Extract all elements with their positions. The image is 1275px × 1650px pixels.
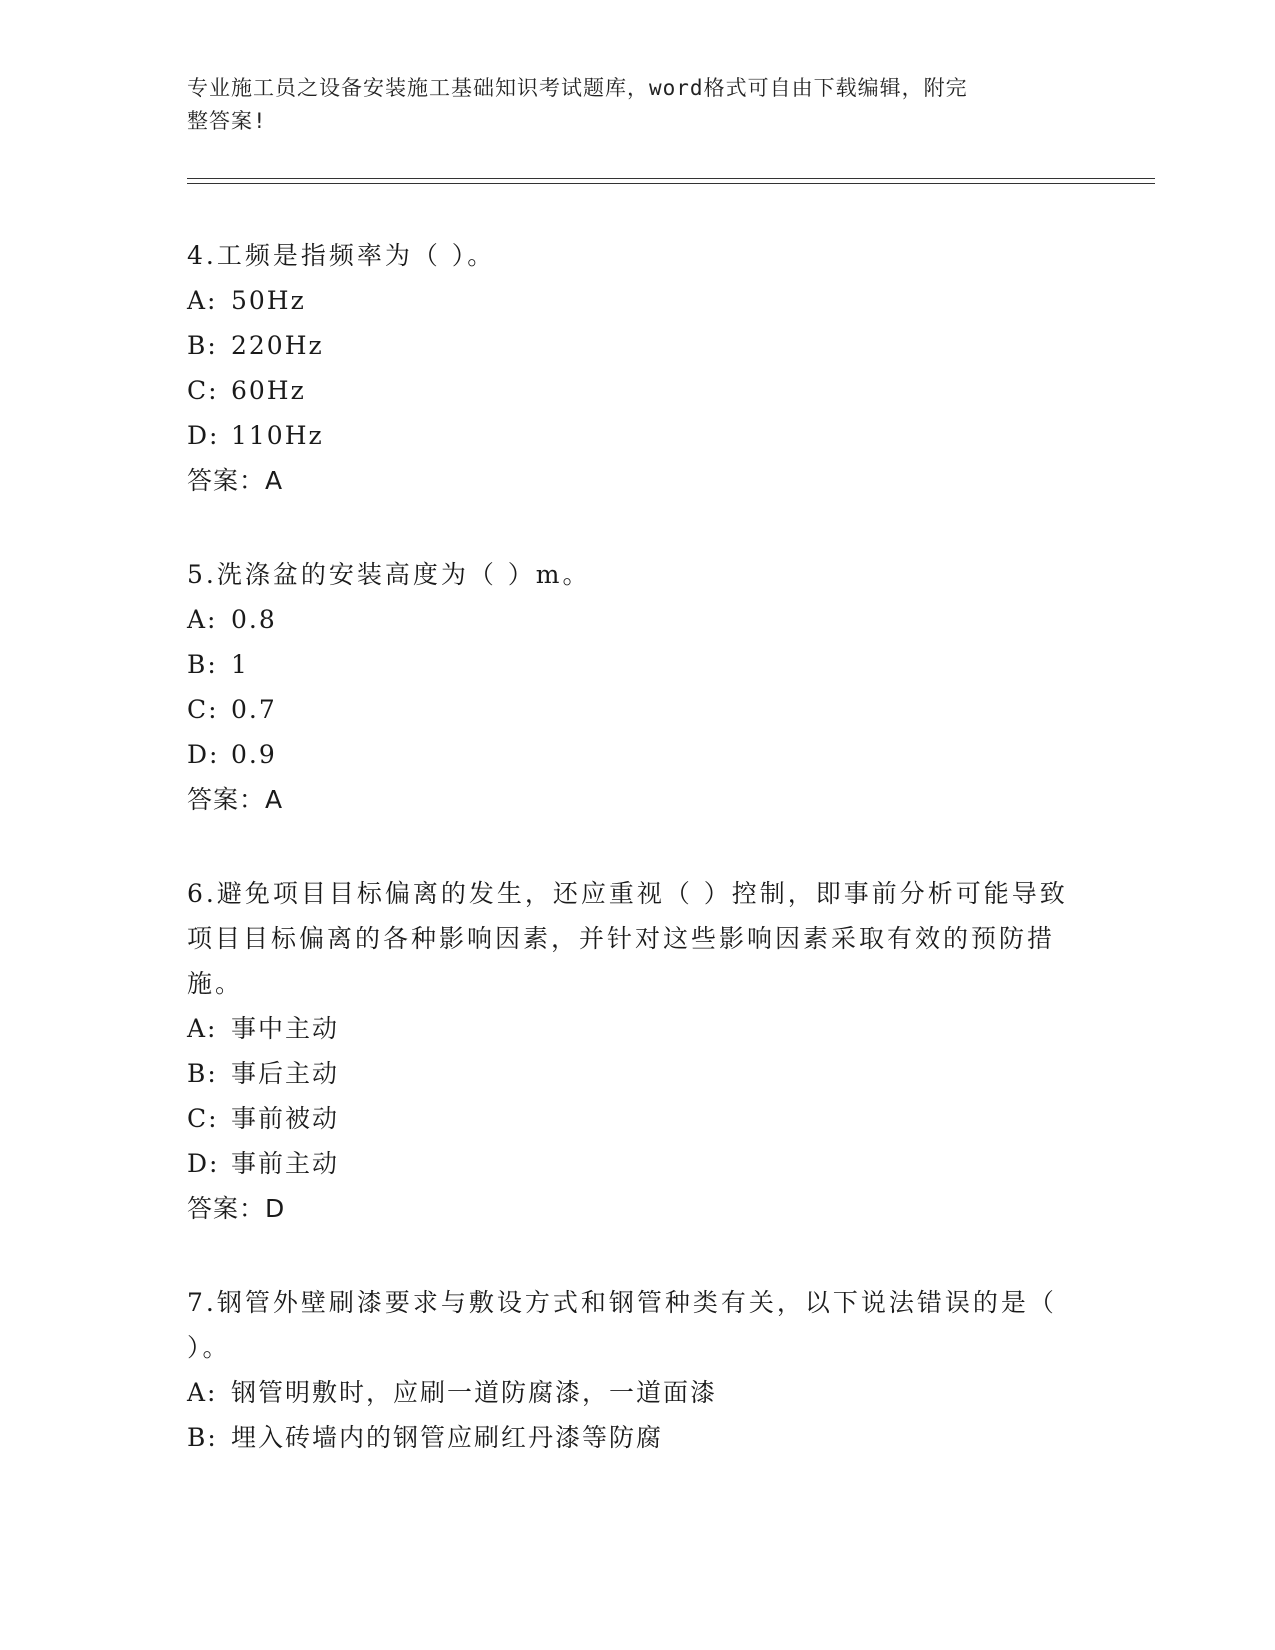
option-key: A: [187,1014,218,1043]
option-a [187,278,1077,323]
option-b [187,323,1077,368]
header-divider-top [187,178,1155,179]
option-text: 钢管明敷时，应刷一道防腐漆，一道面漆 [231,1378,718,1407]
header-line-2: 整答案! [187,109,267,133]
option-key: B: [187,1059,218,1088]
question-stem: 4.工频是指频率为（ ）。 [187,241,496,270]
answer-line: 答案：A [187,466,284,495]
option-c [187,1096,1077,1141]
option-key: A: [187,286,218,315]
option-key: A: [187,1378,218,1407]
option-text: 60Hz [231,376,306,405]
option-d [187,1141,1077,1186]
question-stem: 6.避免项目目标偏离的发生，还应重视（ ）控制，即事前分析可能导致项目目标偏离的各种影响因素，并针对这些影响因素采取有效的预防措施。 [187,879,1068,998]
option-b [187,642,1077,687]
option-b [187,1415,1077,1460]
question-7 [187,1280,1077,1460]
option-a [187,597,1077,642]
option-text: 事前主动 [231,1149,340,1178]
option-a [187,1006,1077,1051]
question-4 [187,233,1077,503]
option-key: B: [187,1423,218,1452]
question-stem: 5.洗涤盆的安装高度为（ ）m。 [187,560,591,589]
header-line-1: 专业施工员之设备安装施工基础知识考试题库，word格式可自由下载编辑，附完 [187,76,968,100]
option-text: 0.9 [231,740,277,769]
option-key: C: [187,695,219,724]
header-divider-bottom [187,183,1155,184]
question-6 [187,871,1077,1231]
option-key: D: [187,421,220,450]
answer-line: 答案：A [187,785,284,814]
option-d [187,732,1077,777]
option-text: 0.8 [231,605,277,634]
option-key: B: [187,650,218,679]
option-key: B: [187,331,218,360]
question-5 [187,552,1077,822]
option-text: 0.7 [231,695,277,724]
option-key: D: [187,740,220,769]
option-text: 1 [231,650,249,679]
option-key: C: [187,1104,219,1133]
option-text: 事前被动 [231,1104,340,1133]
option-text: 事后主动 [231,1059,340,1088]
option-a [187,1370,1077,1415]
option-text: 埋入砖墙内的钢管应刷红丹漆等防腐 [231,1423,664,1452]
option-b [187,1051,1077,1096]
document-header [187,72,1067,138]
option-c [187,687,1077,732]
option-key: D: [187,1149,220,1178]
option-text: 110Hz [231,421,324,450]
option-c [187,368,1077,413]
option-text: 事中主动 [231,1014,340,1043]
option-key: A: [187,605,218,634]
option-d [187,413,1077,458]
option-key: C: [187,376,219,405]
option-text: 50Hz [231,286,306,315]
question-stem: 7.钢管外壁刷漆要求与敷设方式和钢管种类有关，以下说法错误的是（ ）。 [187,1288,1057,1362]
answer-line: 答案：D [187,1194,286,1223]
option-text: 220Hz [231,331,324,360]
